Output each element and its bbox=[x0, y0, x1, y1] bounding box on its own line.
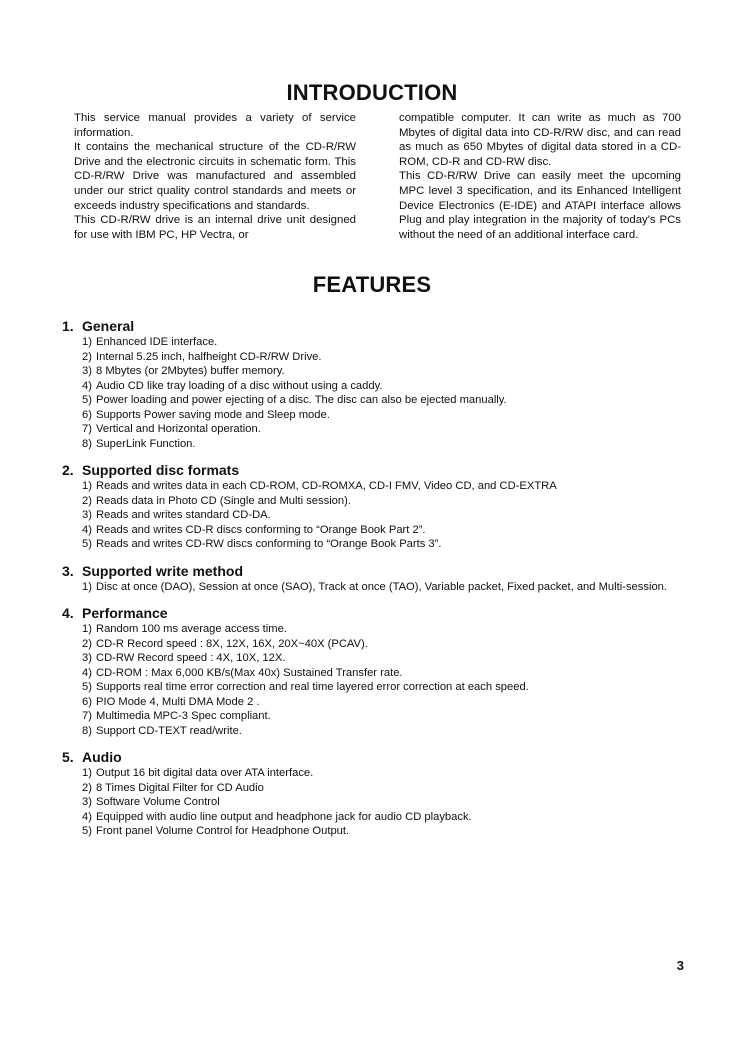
section-title: General bbox=[82, 318, 135, 334]
item-number: 3) bbox=[82, 509, 92, 521]
page-number: 3 bbox=[676, 958, 684, 973]
item-number: 6) bbox=[82, 695, 92, 708]
item-number: 7) bbox=[82, 710, 92, 722]
item-text: CD-RW Record speed : 4X, 10X, 12X. bbox=[96, 652, 286, 664]
item-text: 8 Times Digital Filter for CD Audio bbox=[96, 781, 264, 794]
section-title: Audio bbox=[82, 749, 122, 765]
item-number: 2) bbox=[82, 637, 92, 650]
feature-section bbox=[62, 749, 692, 839]
item-number: 1) bbox=[82, 580, 92, 593]
item-number: 5) bbox=[82, 681, 92, 693]
feature-item bbox=[62, 795, 692, 810]
section-title: Performance bbox=[82, 605, 168, 621]
item-number: 3) bbox=[82, 365, 92, 377]
item-number: 4) bbox=[82, 379, 92, 392]
item-text: Support CD-TEXT read/write. bbox=[96, 724, 242, 737]
feature-items bbox=[62, 335, 692, 451]
item-text: CD-ROM : Max 6,000 KB/s(Max 40x) Sustained Transfer rate. bbox=[96, 666, 403, 679]
feature-item bbox=[62, 379, 692, 394]
section-number: 2. bbox=[62, 462, 74, 478]
item-text: Enhanced IDE interface. bbox=[96, 336, 218, 348]
feature-items bbox=[62, 580, 692, 595]
feature-section bbox=[62, 462, 692, 552]
feature-item bbox=[62, 537, 692, 552]
item-text: Multimedia MPC-3 Spec compliant. bbox=[96, 710, 271, 722]
item-number: 3) bbox=[82, 652, 92, 664]
item-number: 8) bbox=[82, 437, 92, 450]
intro-paragraph: This CD-R/RW Drive can easily meet the upcoming MPC level 3 specification, and its Enhanced Intelligent Device Electronics (E-IDE) and ATAPI interface allows Plug and play integration in the majority of today's PCs without the need of an additional interface card. bbox=[399, 170, 681, 241]
intro-paragraph: It contains the mechanical structure of the CD-R/RW Drive and the electronic circuits in schematic form. This CD-R/RW Drive was manufactured and assembled under our strict quality control standards and meets or exceeds industry specifications and standards. bbox=[74, 141, 356, 212]
feature-item bbox=[62, 494, 692, 509]
section-number: 5. bbox=[62, 749, 74, 765]
intro-paragraph: This service manual provides a variety of service information. bbox=[74, 112, 356, 139]
item-text: Reads and writes standard CD-DA. bbox=[96, 509, 271, 521]
item-number: 8) bbox=[82, 724, 92, 737]
item-number: 2) bbox=[82, 350, 92, 363]
section-title: Supported disc formats bbox=[82, 462, 240, 478]
item-text: Reads and writes CD-R discs conforming to “Orange Book Part 2”. bbox=[96, 523, 426, 536]
intro-paragraph: This CD-R/RW drive is an internal drive unit designed for use with IBM PC, HP Vectra, or bbox=[74, 214, 356, 241]
item-number: 3) bbox=[82, 796, 92, 808]
feature-items bbox=[62, 622, 692, 738]
item-text: Supports real time error correction and real time layered error correction at each speed. bbox=[96, 681, 529, 693]
section-number: 4. bbox=[62, 605, 74, 621]
item-text: Random 100 ms average access time. bbox=[96, 623, 287, 635]
feature-item bbox=[62, 622, 692, 637]
feature-item bbox=[62, 437, 692, 452]
feature-item bbox=[62, 422, 692, 437]
item-text: SuperLink Function. bbox=[96, 437, 196, 450]
feature-item bbox=[62, 523, 692, 538]
item-text: CD-R Record speed : 8X, 12X, 16X, 20X~40X (PCAV). bbox=[96, 637, 368, 650]
feature-item bbox=[62, 580, 692, 595]
section-heading bbox=[62, 462, 692, 478]
item-number: 7) bbox=[82, 423, 92, 435]
feature-items bbox=[62, 479, 692, 552]
feature-item bbox=[62, 724, 692, 739]
item-number: 4) bbox=[82, 666, 92, 679]
section-heading bbox=[62, 749, 692, 765]
intro-left-column bbox=[74, 111, 356, 242]
feature-item bbox=[62, 479, 692, 494]
item-number: 1) bbox=[82, 623, 92, 635]
feature-item bbox=[62, 637, 692, 652]
intro-right-column bbox=[399, 111, 681, 242]
feature-section bbox=[62, 563, 692, 595]
feature-items bbox=[62, 766, 692, 839]
section-number: 1. bbox=[62, 318, 74, 334]
feature-item bbox=[62, 824, 692, 839]
item-text: Reads and writes CD-RW discs conforming to “Orange Book Parts 3”. bbox=[96, 538, 442, 550]
feature-item bbox=[62, 810, 692, 825]
features-list bbox=[62, 318, 692, 850]
item-text: Software Volume Control bbox=[96, 796, 220, 808]
item-number: 5) bbox=[82, 825, 92, 837]
section-number: 3. bbox=[62, 562, 74, 579]
section-heading bbox=[62, 605, 692, 621]
feature-item bbox=[62, 695, 692, 710]
item-text: Output 16 bit digital data over ATA interface. bbox=[96, 767, 314, 779]
item-number: 1) bbox=[82, 767, 92, 779]
item-text: Vertical and Horizontal operation. bbox=[96, 423, 261, 435]
item-text: Power loading and power ejecting of a disc. The disc can also be ejected manually. bbox=[96, 394, 507, 406]
item-number: 1) bbox=[82, 480, 92, 492]
section-title: Supported write method bbox=[82, 562, 243, 579]
intro-paragraph: compatible computer. It can write as much as 700 Mbytes of digital data into CD-R/RW disc, and can read as much as 650 Mbytes of digital data stored in a CD-ROM, CD-R and CD-RW disc. bbox=[399, 112, 681, 168]
feature-item bbox=[62, 709, 692, 724]
feature-item bbox=[62, 766, 692, 781]
feature-section bbox=[62, 605, 692, 738]
item-text: Disc at once (DAO), Session at once (SAO), Track at once (TAO), Variable packet, Fixed packet, and Multi-session. bbox=[96, 580, 667, 593]
item-text: 8 Mbytes (or 2Mbytes) buffer memory. bbox=[96, 365, 285, 377]
feature-item bbox=[62, 508, 692, 523]
section-heading bbox=[62, 563, 692, 579]
feature-section bbox=[62, 318, 692, 451]
item-number: 4) bbox=[82, 523, 92, 536]
item-text: Supports Power saving mode and Sleep mode. bbox=[96, 408, 330, 421]
item-number: 2) bbox=[82, 781, 92, 794]
item-number: 4) bbox=[82, 810, 92, 823]
item-number: 5) bbox=[82, 394, 92, 406]
item-text: Reads data in Photo CD (Single and Multi session). bbox=[96, 494, 351, 507]
item-text: PIO Mode 4, Multi DMA Mode 2 . bbox=[96, 695, 260, 708]
item-text: Audio CD like tray loading of a disc without using a caddy. bbox=[96, 379, 383, 392]
feature-item bbox=[62, 408, 692, 423]
item-number: 5) bbox=[82, 538, 92, 550]
item-number: 6) bbox=[82, 408, 92, 421]
item-number: 2) bbox=[82, 494, 92, 507]
item-text: Equipped with audio line output and headphone jack for audio CD playback. bbox=[96, 810, 472, 823]
feature-item bbox=[62, 350, 692, 365]
feature-item bbox=[62, 393, 692, 408]
feature-item bbox=[62, 651, 692, 666]
feature-item bbox=[62, 335, 692, 350]
item-text: Reads and writes data in each CD-ROM, CD-ROMXA, CD-I FMV, Video CD, and CD-EXTRA bbox=[96, 480, 557, 492]
feature-item bbox=[62, 680, 692, 695]
item-number: 1) bbox=[82, 336, 92, 348]
feature-item bbox=[62, 666, 692, 681]
item-text: Internal 5.25 inch, halfheight CD-R/RW Drive. bbox=[96, 350, 322, 363]
introduction-heading: INTRODUCTION bbox=[286, 80, 458, 105]
feature-item bbox=[62, 364, 692, 379]
section-heading bbox=[62, 318, 692, 334]
item-text: Front panel Volume Control for Headphone Output. bbox=[96, 825, 350, 837]
feature-item bbox=[62, 781, 692, 796]
features-heading: FEATURES bbox=[312, 272, 432, 297]
